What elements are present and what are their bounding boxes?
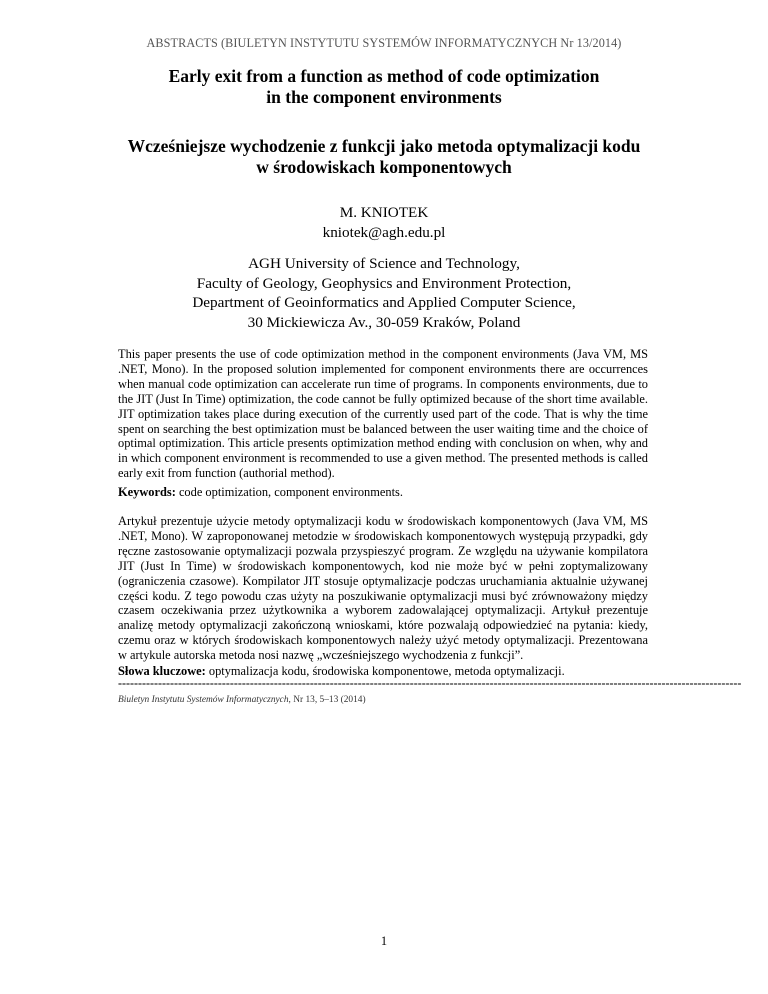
title-polish-line-1: Wcześniejsze wychodzenie z funkcji jako metoda optymalizacji kodu: [127, 136, 641, 156]
running-header: ABSTRACTS (BIULETYN INSTYTUTU SYSTEMÓW INFORMATYCZNYCH Nr 13/2014): [146, 36, 622, 50]
title-english: [0, 66, 768, 108]
affiliation-line-4: 30 Mickiewicza Av., 30-059 Kraków, Poland: [247, 313, 521, 331]
journal-issue: , Nr 13, 5–13 (2014): [288, 695, 366, 705]
author-block: [0, 203, 768, 242]
author-name: M. KNIOTEK: [339, 204, 429, 221]
journal-reference: [118, 695, 648, 705]
affiliation-block: [0, 254, 768, 332]
author-email: kniotek@agh.edu.pl: [322, 223, 446, 241]
slowa-kluczowe-label: Słowa kluczowe:: [118, 664, 206, 678]
abstract-polish: Artykuł prezentuje użycie metody optymalizacji kodu w środowiskach komponentowych (Java VM, MS .NET, Mono). W zaproponowanej metodzie w środowiskach komponentowych występują przypadki, gdy ręczne zastosowanie optymalizacji pozwala przyspieszyć program. Ze względu na używanie kompilatora JIT (Just In Time) w środowiskach komponentowych, kod nie może być w pełni zoptymalizowany (ograniczenia czasowe). Kompilator JIT stosuje optymalizacje podczas uruchamiania aktualnie używanej części kodu. Z tego powodu czas użyty na poszukiwanie optymalizacji musi być zrównoważony między czasem oczekiwania przez użytkownika a wyborem zadowalającej optymalizacji. Artykuł prezentuje analizę metody optymalizacji zakończoną wnioskami, które pozwalają odpowiedzieć na pytania: kiedy, czemu oraz w których środowiskach komponentowych należy użyć metody optymalizacji. Prezentowana w artykule autorska metoda nosi nazwę „wcześniejszego wychodzenia z funkcji”.: [118, 514, 648, 663]
journal-name: Biuletyn Instytutu Systemów Informatycznych: [118, 695, 289, 705]
keywords-line: [118, 485, 648, 500]
slowa-kluczowe-text: optymalizacja kodu, środowiska komponentowe, metoda optymalizacji.: [208, 664, 565, 678]
keywords-label: Keywords:: [118, 485, 176, 499]
title-polish-line-2: w środowiskach komponentowych: [256, 157, 512, 177]
affiliation-line-2: Faculty of Geology, Geophysics and Environment Protection,: [196, 274, 572, 292]
title-english-line-1: Early exit from a function as method of code optimization: [168, 66, 600, 86]
affiliation-line-3: Department of Geoinformatics and Applied Computer Science,: [192, 294, 576, 311]
title-polish: [0, 136, 768, 178]
title-english-line-2: in the component environments: [266, 87, 502, 107]
page-number: 1: [380, 934, 388, 948]
keywords-text: code optimization, component environments.: [178, 485, 403, 499]
separator-dashes: ------------------------------------------------------------------------------------------------------------------------------------------------------------: [118, 676, 742, 690]
abstract-english: This paper presents the use of code optimization method in the component environments (Java VM, MS .NET, Mono). In the proposed solution implemented for component environments there are occurrences when manual code optimization can accelerate run time of programs. In components environments, due to the JIT (Just In Time) optimization, the code cannot be fully optimized because of the short time available. JIT optimization takes place during execution of the currently used part of the code. That is why the time spent on searching the best optimization must be balanced between the user waiting time and the choice of optimal optimization. This article presents optimization method ending with conclusion on when, why and in which component environment is recommended to use a given method. The presented methods is called early exit from function (authorial method).: [118, 347, 648, 481]
affiliation-line-1: AGH University of Science and Technology,: [248, 255, 520, 272]
